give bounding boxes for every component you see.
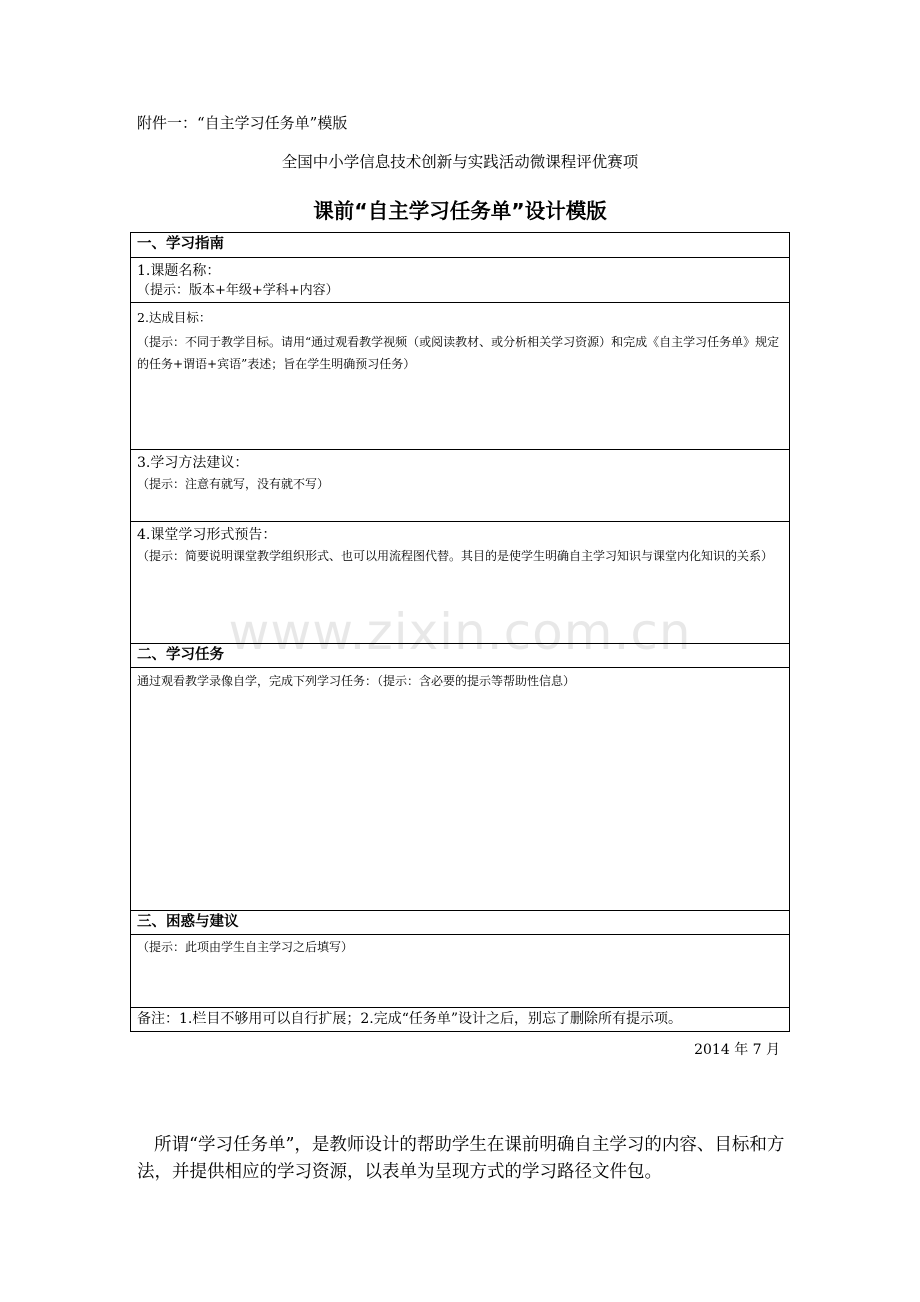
definition-paragraph: 所谓“学习任务单”，是教师设计的帮助学生在课前明确自主学习的内容、目标和方法，并提供相应的学习资源，以表单为呈现方式的学习路径文件包。 <box>137 1135 785 1182</box>
remark-note: 备注：1.栏目不够用可以自行扩展；2.完成“任务单”设计之后，别忘了删除所有提示项。 <box>131 1008 790 1032</box>
item-label-objectives: 2.达成目标： <box>137 310 212 325</box>
item-class-format <box>131 522 790 644</box>
contest-title: 全国中小学信息技术创新与实践活动微课程评优赛项 <box>281 153 639 171</box>
hint-objectives: （提示：不同于教学目标。请用“通过观看教学视频（或阅读教材、或分析相关学习资源）和完成《自主学习任务单》规定的任务+谓语+宾语”表述；旨在学生明确预习任务） <box>137 335 780 371</box>
tasks-body <box>131 668 790 911</box>
item-objectives <box>131 303 790 450</box>
item-topic-name <box>131 258 790 303</box>
section-heading-feedback: 三、困惑与建议 <box>131 911 790 935</box>
date-label: 2014 年 7 月 <box>694 1042 780 1058</box>
attachment-label: 附件一：“自主学习任务单”模版 <box>137 114 348 132</box>
page-title: 课前“自主学习任务单”设计模版 <box>313 199 607 223</box>
hint-feedback: （提示：此项由学生自主学习之后填写） <box>137 940 354 954</box>
section-heading-guide: 一、学习指南 <box>131 233 790 258</box>
feedback-body <box>131 935 790 1008</box>
watermark: www.zixin.com.cn <box>228 603 692 661</box>
item-label-methods: 3.学习方法建议： <box>137 455 249 471</box>
hint-class-format: （提示：简要说明课堂教学组织形式、也可以用流程图代替。其目的是使学生明确自主学习知识与课堂内化知识的关系） <box>137 549 774 563</box>
item-label-class-format: 4.课堂学习形式预告： <box>137 527 277 543</box>
item-label-topic: 1.课题名称： <box>137 263 221 279</box>
hint-topic: （提示：版本+年级+学科+内容） <box>137 283 339 298</box>
item-method-suggestions <box>131 450 790 522</box>
section-heading-tasks: 二、学习任务 <box>131 644 790 668</box>
hint-methods: （提示：注意有就写，没有就不写） <box>137 477 330 491</box>
task-sheet-table <box>130 232 790 1032</box>
hint-tasks: 通过观看教学录像自学，完成下列学习任务：（提示：含必要的提示等帮助性信息） <box>137 674 576 688</box>
